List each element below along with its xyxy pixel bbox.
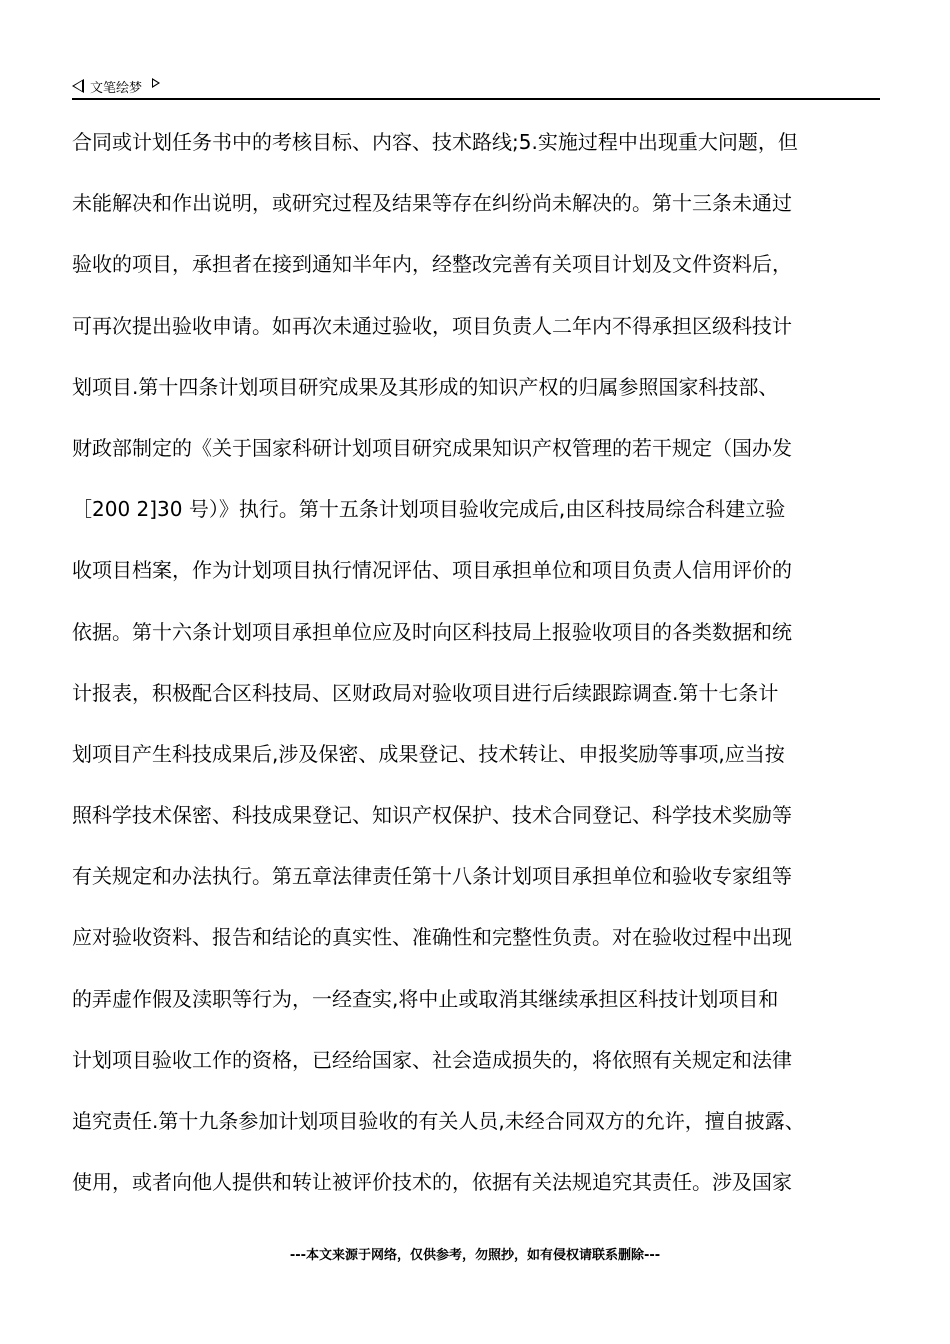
text-line: 依据。第十六条计划项目承担单位应及时向区科技局上报验收项目的各类数据和统 [72,619,792,644]
text-line: 可再次提出验收申请。如再次未通过验收，项目负责人二年内不得承担区级科技计 [72,313,792,338]
text-line: 划项目.第十四条计划项目研究成果及其形成的知识产权的归属参照国家科技部、 [72,374,779,399]
text-line: 未能解决和作出说明，或研究过程及结果等存在纠纷尚未解决的。第十三条未通过 [72,191,792,216]
page-header [72,74,880,98]
header-divider [72,98,880,100]
text-line: 验收的项目，承担者在接到通知半年内，经整改完善有关项目计划及文件资料后， [72,252,792,277]
text-line: 划项目产生科技成果后,涉及保密、成果登记、技术转让、申报奖励等事项,应当按 [72,741,785,766]
text-line: 应对验收资料、报告和结论的真实性、准确性和完整性负责。对在验收过程中出现 [72,925,792,950]
text-line: 照科学技术保密、科技成果登记、知识产权保护、技术合同登记、科学技术奖励等 [72,803,792,828]
document-body [72,120,902,1221]
page-footer: ---本文来源于网络，仅供参考，勿照抄，如有侵权请联系删除--- [289,1248,661,1263]
text-line: 财政部制定的《关于国家科研计划项目研究成果知识产权管理的若干规定（国办发 [72,435,792,460]
triangle-right-icon [152,78,160,88]
text-line: 合同或计划任务书中的考核目标、内容、技术路线;5.实施过程中出现重大问题，但 [72,130,798,154]
text-line: 追究责任.第十九条参加计划项目验收的有关人员,未经合同双方的允许，擅自披露、 [72,1109,805,1133]
text-line: ［200 2]30 号）》执行。第十五条计划项目验收完成后,由区科技局综合科建立验 [72,497,786,522]
header-title: 文笔绘梦 [90,80,143,96]
text-line: 的弄虚作假及渎职等行为，一经查实,将中止或取消其继续承担区科技计划项目和 [72,986,779,1011]
triangle-left-icon [72,79,84,93]
text-line: 计报表，积极配合区科技局、区财政局对验收项目进行后续跟踪调查.第十七条计 [72,680,779,705]
text-line: 计划项目验收工作的资格，已经给国家、社会造成损失的，将依照有关规定和法律 [72,1047,792,1072]
text-line: 有关规定和办法执行。第五章法律责任第十八条计划项目承担单位和验收专家组等 [72,864,792,889]
text-line: 收项目档案，作为计划项目执行情况评估、项目承担单位和项目负责人信用评价的 [72,558,792,583]
text-line: 使用，或者向他人提供和转让被评价技术的，依据有关法规追究其责任。涉及国家 [72,1170,792,1195]
